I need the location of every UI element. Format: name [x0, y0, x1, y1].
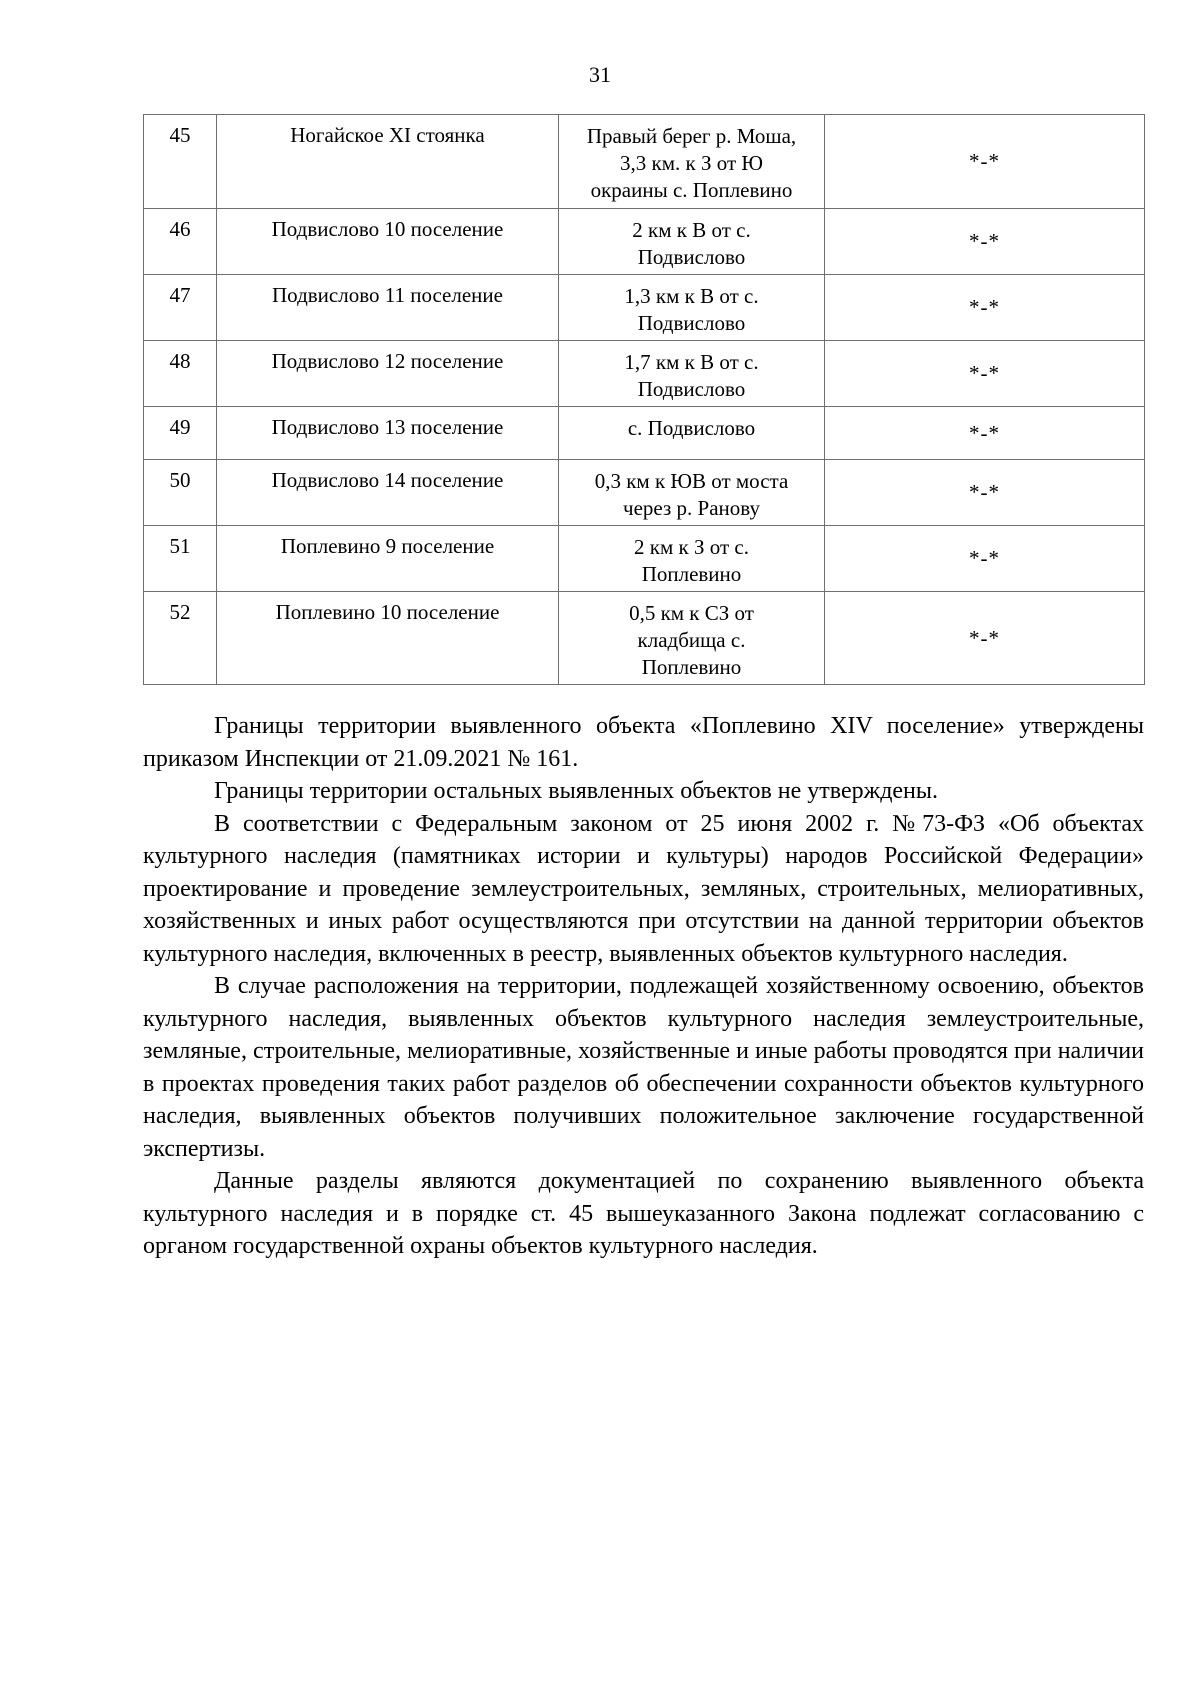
page-number: 31: [589, 62, 611, 87]
row-number: 50: [144, 460, 217, 526]
location-line: через р. Ранову: [623, 496, 760, 520]
object-name: Ногайское XI стоянка: [217, 115, 559, 209]
location-line: 2 км к З от с.: [634, 535, 749, 559]
location-line: Подвислово: [637, 377, 746, 401]
row-number: 52: [144, 592, 217, 685]
object-value: *-*: [825, 209, 1145, 275]
table-row: [144, 526, 1145, 592]
location-line: 0,5 км к СЗ от: [629, 601, 754, 625]
heritage-objects-table: [143, 114, 1145, 685]
object-location: [559, 526, 825, 592]
object-location: [559, 592, 825, 685]
object-value: *-*: [825, 592, 1145, 685]
location-line: 2 км к В от с.: [632, 218, 751, 242]
object-name: Подвислово 14 поселение: [217, 460, 559, 526]
object-location: [559, 275, 825, 341]
location-line: кладбища с.: [637, 628, 746, 652]
object-name: Подвислово 10 поселение: [217, 209, 559, 275]
object-name: Подвислово 13 поселение: [217, 407, 559, 460]
row-number: 51: [144, 526, 217, 592]
row-number: 45: [144, 115, 217, 209]
row-number: 47: [144, 275, 217, 341]
table-row: [144, 275, 1145, 341]
table-row: [144, 460, 1145, 526]
object-name: Поплевино 10 поселение: [217, 592, 559, 685]
object-value: *-*: [825, 407, 1145, 460]
object-value: *-*: [825, 341, 1145, 407]
paragraph: В соответствии с Федеральным законом от 25 июня 2002 г. №73-ФЗ «Об объектах культурного наследия (памятниках истории и культуры) народов Российской Федерации» проектирование и проведение землеустроительных, земляных, строительных, мелиоративных, хозяйственных и иных работ осуществляются при отсутствии на данной территории объектов культурного наследия, включенных в реестр, выявленных объектов культурного наследия.: [143, 810, 1144, 967]
object-location: [559, 115, 825, 209]
paragraph: Границы территории выявленного объекта «Поплевино XIV поселение» утверждены приказом Инспекции от 21.09.2021 № 161.: [143, 713, 1144, 772]
location-line: Подвислово: [637, 311, 746, 335]
location-line: 1,3 км к В от с.: [624, 284, 759, 308]
object-location: [559, 460, 825, 526]
table-row: [144, 209, 1145, 275]
object-name: Подвислово 12 поселение: [217, 341, 559, 407]
object-value: *-*: [825, 275, 1145, 341]
location-line: 3,3 км. к З от Ю: [620, 151, 763, 175]
object-name: Подвислово 11 поселение: [217, 275, 559, 341]
row-number: 46: [144, 209, 217, 275]
table-row: [144, 341, 1145, 407]
row-number: 49: [144, 407, 217, 460]
location-line: Правый берег р. Моша,: [586, 124, 797, 148]
object-name: Поплевино 9 поселение: [217, 526, 559, 592]
location-line: 0,3 км к ЮВ от моста: [594, 469, 789, 493]
location-line: с. Подвислово: [627, 416, 756, 440]
table-row: [144, 115, 1145, 209]
table-row: [144, 592, 1145, 685]
paragraph: Границы территории остальных выявленных объектов не утверждены.: [214, 778, 939, 804]
object-location: [559, 209, 825, 275]
object-location: [559, 407, 825, 460]
paragraph: Данные разделы являются документацией по сохранению выявленного объекта культурного наследия и в порядке ст. 45 вышеуказанного Закона подлежат согласованию с органом государственной охраны объектов культурного наследия.: [143, 1168, 1144, 1259]
table-row: [144, 407, 1145, 460]
location-line: Подвислово: [637, 245, 746, 269]
object-value: *-*: [825, 460, 1145, 526]
location-line: 1,7 км к В от с.: [624, 350, 759, 374]
object-location: [559, 341, 825, 407]
location-line: окраины с. Поплевино: [590, 178, 793, 202]
object-value: *-*: [825, 526, 1145, 592]
paragraph: В случае расположения на территории, подлежащей хозяйственному освоению, объектов культурного наследия, выявленных объектов культурного наследия землеустроительные, земляные, строительные, мелиоративные, хозяйственные и иные работы проводятся при наличии в проектах проведения таких работ разделов об обеспечении сохранности объектов культурного наследия, выявленных объектов получивших положительное заключение государственной экспертизы.: [143, 973, 1144, 1162]
location-line: Поплевино: [641, 655, 742, 679]
location-line: Поплевино: [641, 562, 742, 586]
object-value: *-*: [825, 115, 1145, 209]
document-body: [143, 710, 1144, 1263]
row-number: 48: [144, 341, 217, 407]
